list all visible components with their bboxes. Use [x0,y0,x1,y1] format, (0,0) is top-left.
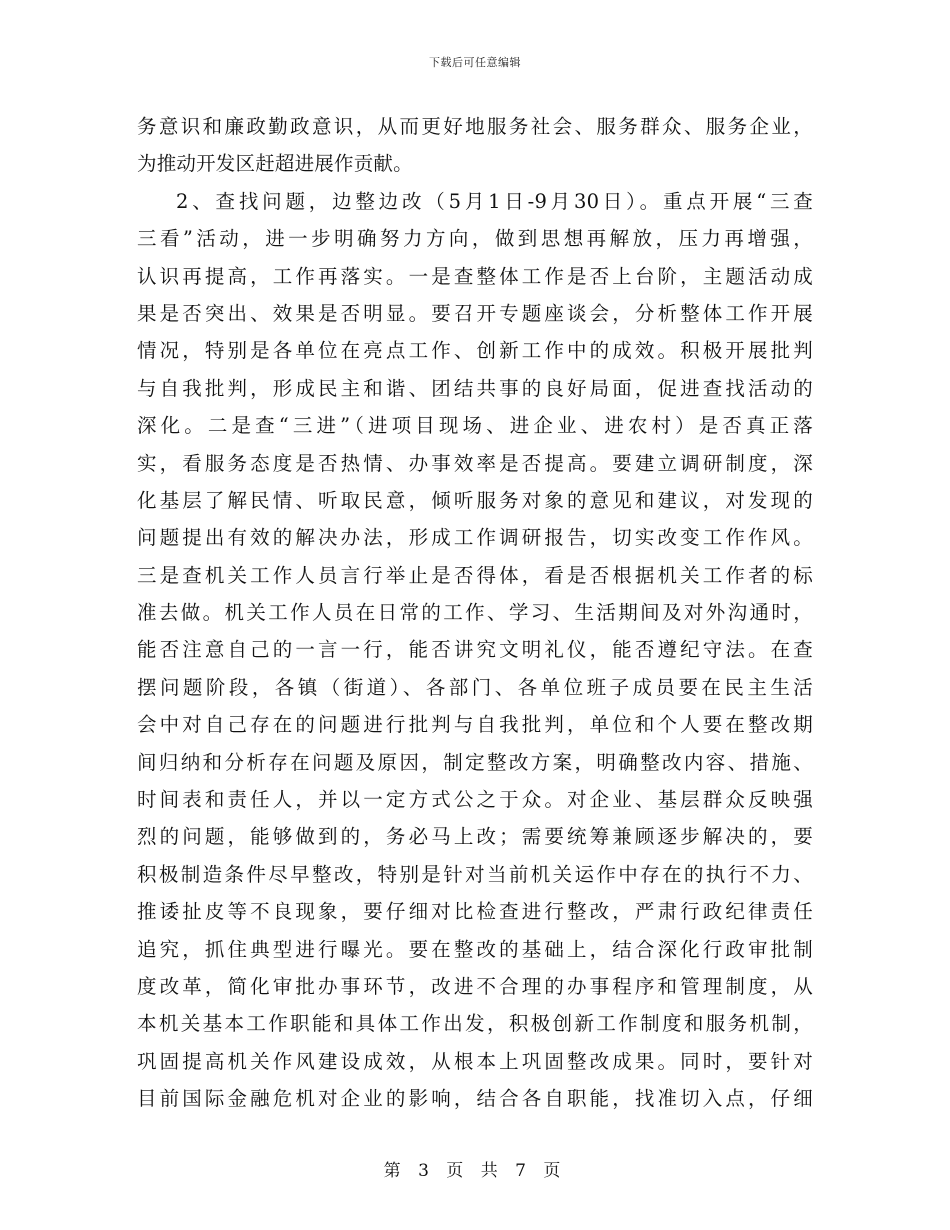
text-line: 能否注意自己的一言一行，能否讲究文明礼仪，能否遵纪守法。在查 [137,638,813,662]
text-line: 度改革，简化审批办事环节，改进不合理的办事程序和管理制度，从 [137,974,813,998]
text-line: 摆问题阶段，各镇（街道）、各部门、各单位班子成员要在民主生活 [137,675,813,699]
text-line: 目前国际金融危机对企业的影响，结合各自职能，找准切入点，仔细 [137,1087,813,1111]
text-line: 烈的问题，能够做到的，务必马上改；需要统筹兼顾逐步解决的，要 [137,825,813,849]
text-line: 认识再提高，工作再落实。一是查整体工作是否上台阶，主题活动成 [137,264,813,288]
text-line: 问题提出有效的解决办法，形成工作调研报告，切实改变工作作风。 [137,526,813,550]
text-line: 实，看服务态度是否热情、办事效率是否提高。要建立调研制度，深 [137,451,813,475]
text-line: 三是查机关工作人员言行举止是否得体，看是否根据机关工作者的标 [137,563,813,587]
text-line: 推诿扯皮等不良现象，要仔细对比检查进行整改，严肃行政纪律责任 [137,900,813,924]
text-line: 为推动开发区赶超进展作贡献。 [137,152,413,176]
text-line: 深化。二是查“三进”（进项目现场、进企业、进农村）是否真正落 [137,414,813,438]
text-line: 巩固提高机关作风建设成效，从根本上巩固整改成果。同时，要针对 [137,1049,813,1073]
text-line: 时间表和责任人，并以一定方式公之于众。对企业、基层群众反映强 [137,788,813,812]
text-line: 务意识和廉政勤政意识，从而更好地服务社会、服务群众、服务企业， [137,115,813,138]
text-line: 积极制造条件尽早整改，特别是针对当前机关运作中存在的执行不力、 [137,862,813,886]
page-header: 下载后可任意编辑 [429,56,521,69]
text-line: 果是否突出、效果是否明显。要召开专题座谈会，分析整体工作开展 [137,301,813,325]
text-line: 会中对自己存在的问题进行批判与自我批判，单位和个人要在整改期 [137,713,813,737]
page-number-footer: 第 3 页 共 7 页 [383,1161,567,1181]
text-line: 追究，抓住典型进行曝光。要在整改的基础上，结合深化行政审批制 [137,937,813,961]
text-line: 准去做。机关工作人员在日常的工作、学习、生活期间及对外沟通时， [137,601,813,625]
body-text [137,108,813,1118]
text-line: 间归纳和分析存在问题及原因，制定整改方案，明确整改内容、措施、 [137,750,813,774]
text-line: 三看”活动，进一步明确努力方向，做到思想再解放，压力再增强， [137,227,813,251]
text-line: 情况，特别是各单位在亮点工作、创新工作中的成效。积极开展批判 [137,339,813,363]
text-line: 2、查找问题，边整边改（5月1日-9月30日）。重点开展“三查 [176,189,813,213]
text-line: 本机关基本工作职能和具体工作出发，积极创新工作制度和服务机制， [137,1012,813,1036]
text-line: 与自我批判，形成民主和谐、团结共事的良好局面，促进查找活动的 [137,376,813,400]
text-line: 化基层了解民情、听取民意，倾听服务对象的意见和建议，对发现的 [137,488,813,512]
